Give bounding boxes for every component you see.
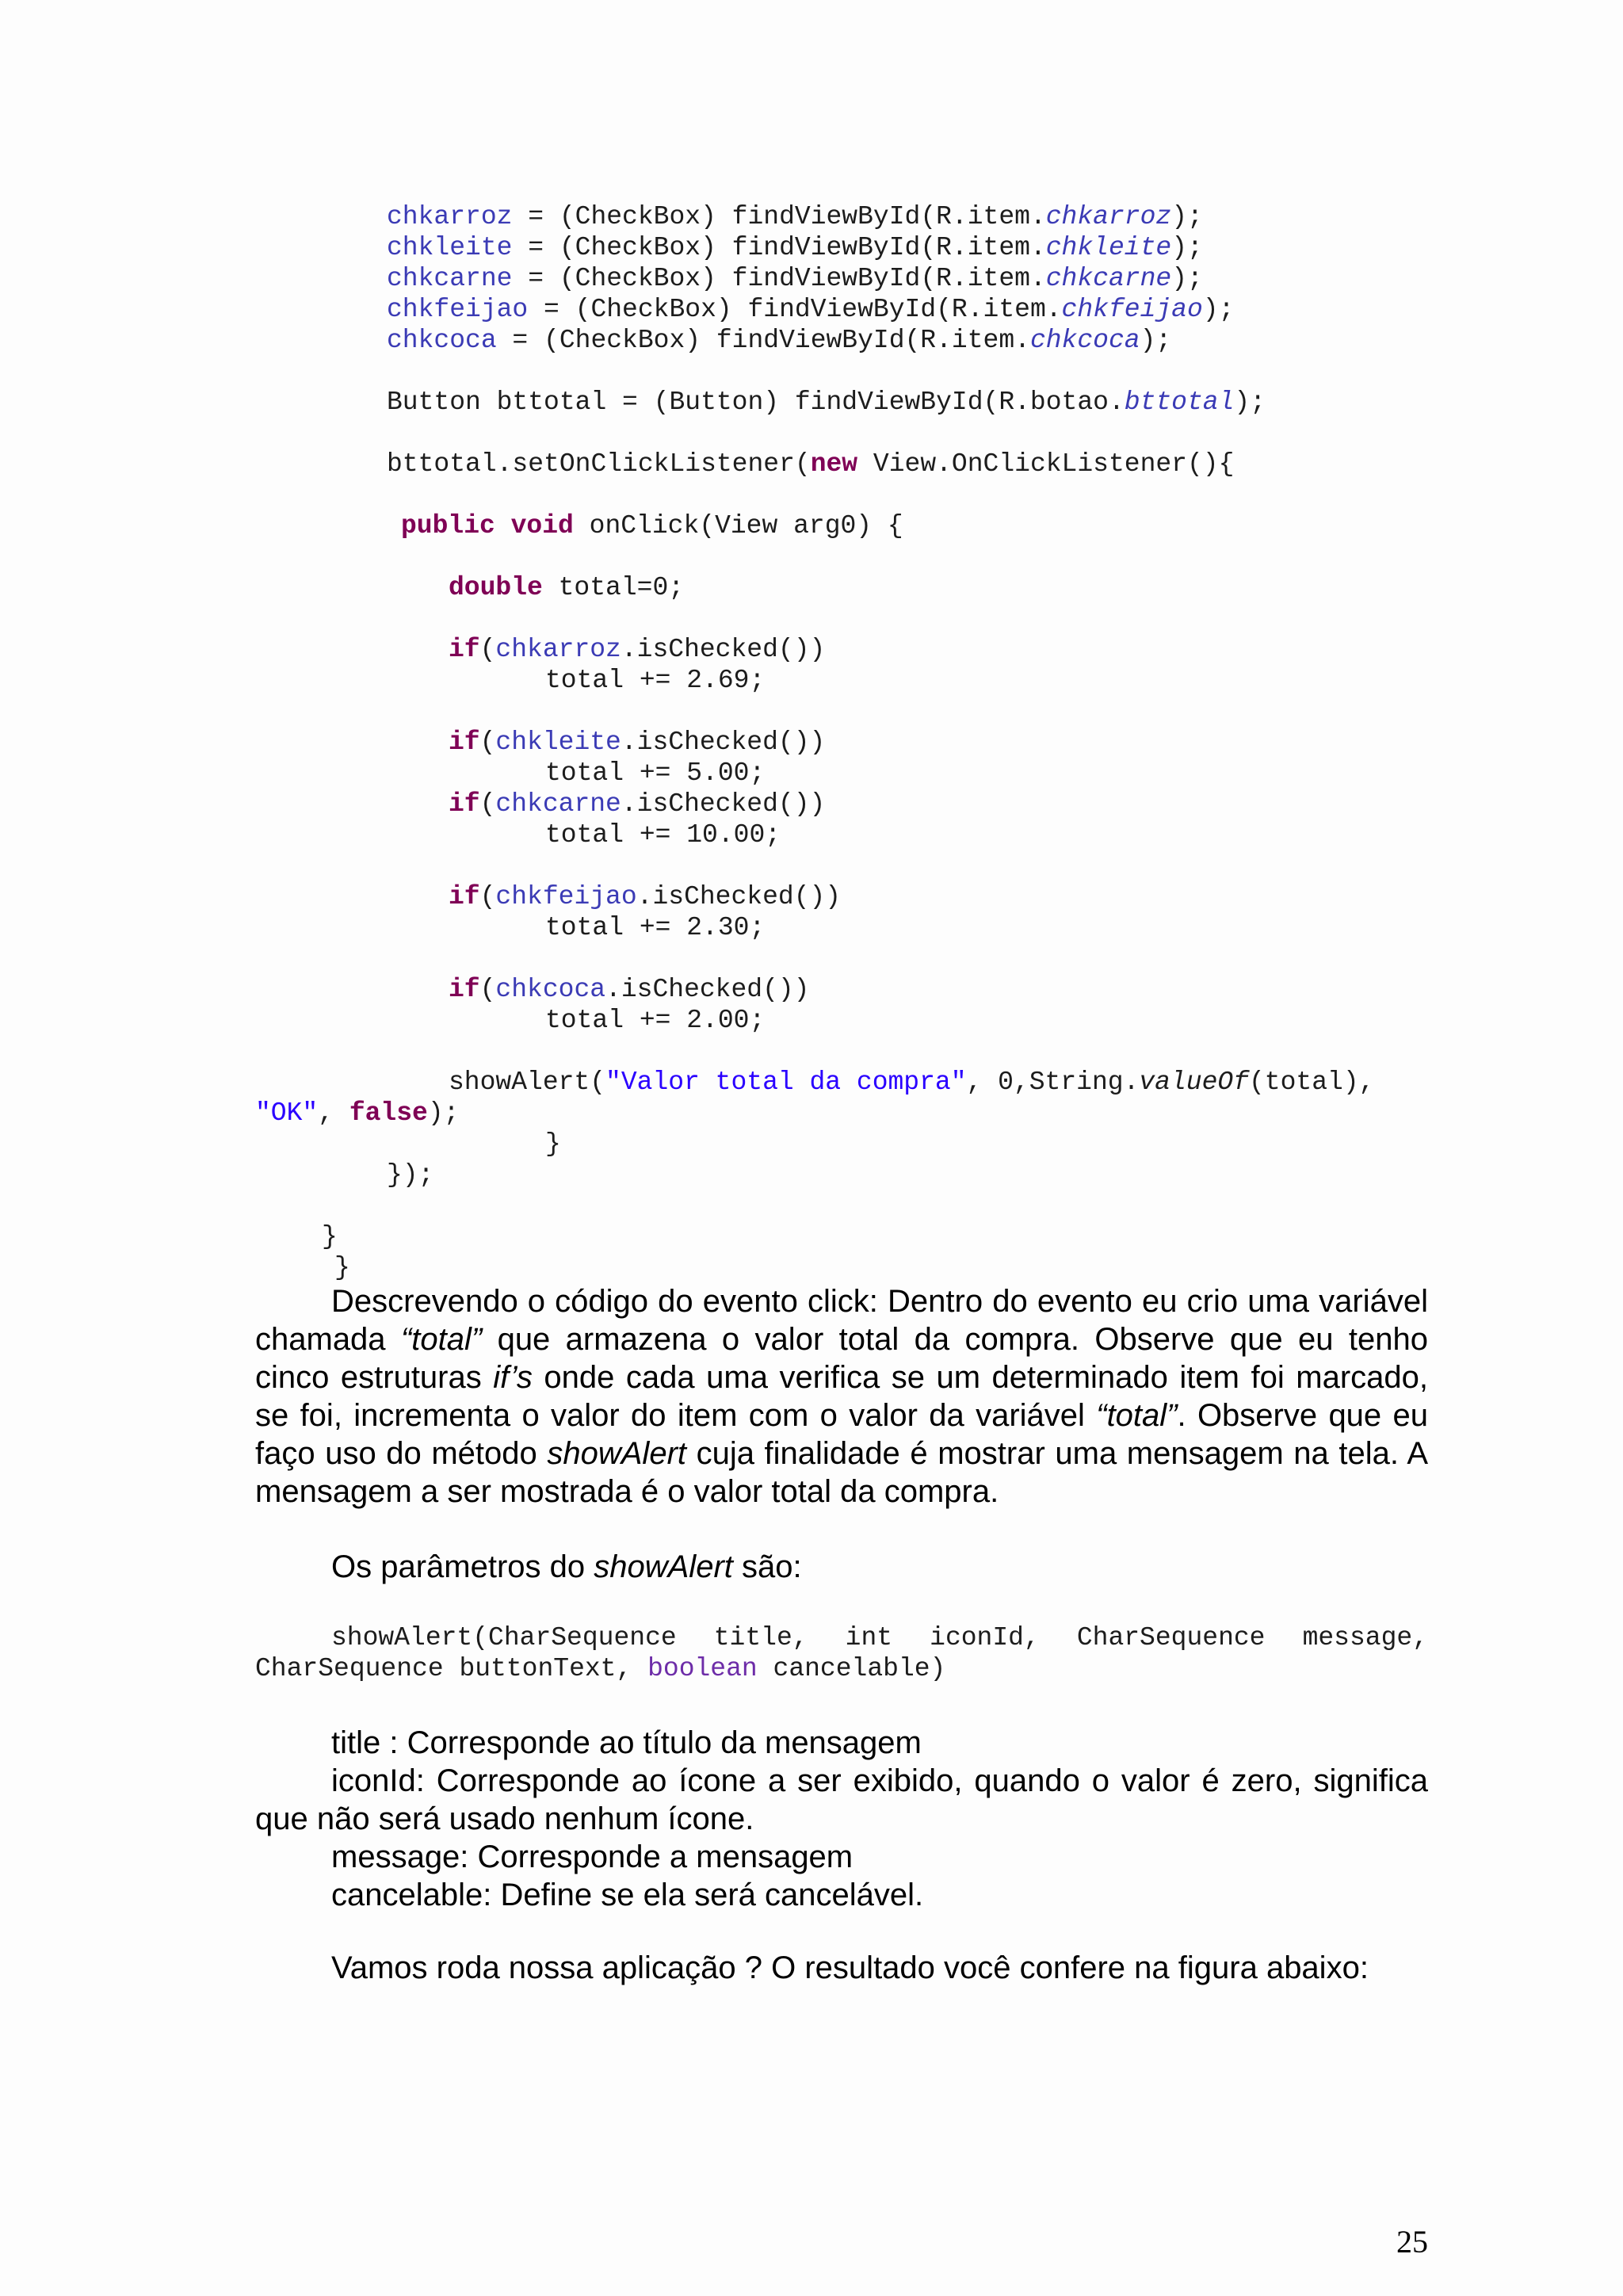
code-keyword: double (449, 573, 543, 602)
code-blank-line (255, 1190, 1428, 1221)
code-line (255, 325, 1428, 356)
code-line (255, 1005, 1428, 1036)
code-line (255, 1098, 1428, 1129)
code-token: } (334, 1253, 350, 1282)
code-token: ); (1171, 233, 1203, 262)
code-token: chkarroz (495, 635, 621, 664)
code-string: "Valor total da compra" (605, 1068, 967, 1097)
code-blank-line (255, 418, 1428, 449)
code-line (255, 819, 1428, 850)
code-line (255, 510, 1428, 541)
code-line (255, 789, 1428, 819)
code-token: chkleite (495, 728, 621, 757)
code-keyword: if (449, 635, 480, 664)
code-token: ( (479, 882, 496, 911)
code-token: chkarroz (387, 202, 513, 231)
code-keyword: if (449, 975, 480, 1004)
closing-paragraph (255, 1949, 1428, 1987)
code-token: chkarroz (1045, 202, 1172, 231)
signature-text (255, 1622, 1428, 1684)
definition-message: message: Corresponde a mensagem (331, 1839, 854, 1874)
code-line (255, 634, 1428, 665)
text-run: são: (732, 1549, 802, 1584)
code-token: ); (1234, 388, 1266, 417)
code-token: ( (479, 635, 496, 664)
italic-run: if’s (493, 1360, 533, 1395)
parameter-definitions (255, 1724, 1428, 1914)
parameters-intro (255, 1548, 1428, 1586)
code-blank-line (255, 696, 1428, 727)
code-token: chkcarne (387, 264, 513, 293)
italic-run: showAlert (547, 1436, 686, 1471)
code-line (255, 232, 1428, 263)
paragraph-text (255, 1282, 1428, 1511)
code-token: ); (427, 1098, 460, 1128)
code-token: chkcarne (495, 789, 621, 819)
code-token: ( (479, 975, 496, 1004)
code-token: total=0; (542, 573, 685, 602)
code-token: = (CheckBox) findViewById(R.item. (512, 202, 1046, 231)
code-token: = (CheckBox) findViewById(R.item. (496, 326, 1030, 355)
code-token: total += 2.69; (545, 666, 766, 695)
code-token: ); (1202, 295, 1235, 324)
code-blank-line (255, 356, 1428, 387)
code-blank-line (255, 850, 1428, 881)
code-token: .isChecked()) (636, 882, 842, 911)
code-token: .isChecked()) (621, 635, 826, 664)
code-line (255, 758, 1428, 789)
code-token: , (318, 1098, 349, 1128)
code-token: Button bttotal = (Button) findViewById(R.botao. (387, 388, 1125, 417)
code-line (255, 727, 1428, 758)
text-run: cuja finalidade é mostrar uma mensagem na tela. A mensagem a ser mostrada é o valor total da compra. (255, 1436, 1428, 1509)
code-block (255, 201, 1428, 1283)
code-line (255, 665, 1428, 696)
code-keyword: false (349, 1098, 428, 1128)
code-token: chkcarne (1045, 264, 1172, 293)
definition-cancelable: cancelable: Define se ela será cancelável. (331, 1878, 924, 1912)
code-token: chkleite (1045, 233, 1172, 262)
code-token: ( (479, 789, 496, 819)
code-token: = (CheckBox) findViewById(R.item. (512, 233, 1046, 262)
code-line (255, 1159, 1428, 1190)
text-run: Os parâmetros do (331, 1549, 594, 1584)
code-blank-line (255, 603, 1428, 634)
code-token: chkfeijao (1061, 295, 1203, 324)
code-line (255, 449, 1428, 479)
text-run: Descrevendo o código do evento click: Dentro do evento eu crio uma variável chamada (255, 1284, 1428, 1357)
code-token: .isChecked()) (621, 789, 826, 819)
page-number: 25 (1396, 2224, 1428, 2260)
code-line (255, 974, 1428, 1005)
code-token: ); (1140, 326, 1172, 355)
italic-run: showAlert (594, 1549, 733, 1584)
definition-title: title : Corresponde ao título da mensagem (331, 1725, 922, 1760)
code-token: ); (1171, 202, 1203, 231)
code-keyword: if (449, 728, 480, 757)
code-line (255, 294, 1428, 325)
closing-text: Vamos roda nossa aplicação ? O resultado você confere na figura abaixo: (331, 1950, 1369, 1985)
code-token: .isChecked()) (621, 728, 826, 757)
code-token: bttotal.setOnClickListener( (387, 449, 811, 479)
code-token: ); (1171, 264, 1203, 293)
code-line (255, 881, 1428, 912)
code-keyword: if (449, 789, 480, 819)
code-token: chkfeijao (387, 295, 529, 324)
code-keyword: boolean (647, 1654, 758, 1683)
code-token: .isChecked()) (605, 975, 810, 1004)
code-token: = (CheckBox) findViewById(R.item. (528, 295, 1062, 324)
code-line (255, 263, 1428, 294)
code-token: total += 2.30; (545, 913, 766, 942)
code-token: View.OnClickListener(){ (857, 449, 1235, 479)
code-blank-line (255, 1036, 1428, 1067)
code-token: showAlert(CharSequence title, int iconId, CharSequence message, CharSequence buttonText, (255, 1623, 1428, 1683)
code-token: }); (387, 1160, 434, 1190)
definition-iconid: iconId: Corresponde ao ícone a ser exibido, quando o valor é zero, significa que não será usado nenhum ícone. (255, 1763, 1428, 1836)
code-token: (total), (1249, 1068, 1375, 1097)
italic-run: “total” (1096, 1398, 1178, 1433)
method-signature (255, 1622, 1428, 1684)
code-line (255, 1252, 1428, 1283)
code-token: , 0,String. (966, 1068, 1140, 1097)
code-blank-line (255, 943, 1428, 974)
code-line (255, 1129, 1428, 1159)
code-token: chkfeijao (495, 882, 637, 911)
code-token: = (CheckBox) findViewById(R.item. (512, 264, 1046, 293)
code-token: } (545, 1129, 561, 1159)
text-run: que armazena o valor total da compra. Observe que eu tenho cinco estruturas (255, 1322, 1428, 1395)
italic-run: “total” (400, 1322, 483, 1357)
code-token: cancelable) (757, 1654, 946, 1683)
code-token: total += 10.00; (545, 820, 781, 850)
code-blank-line (255, 541, 1428, 572)
code-line (255, 201, 1428, 232)
code-blank-line (255, 479, 1428, 510)
code-keyword: if (449, 882, 480, 911)
text-run: onde cada uma verifica se um determinado item foi marcado, se foi, incrementa o valor do item com o valor da variável (255, 1360, 1428, 1433)
code-token: onClick(View arg0) { (573, 511, 903, 541)
code-token: chkleite (387, 233, 513, 262)
code-line (255, 1067, 1428, 1098)
code-token: chkcoca (495, 975, 606, 1004)
code-token: showAlert( (449, 1068, 606, 1097)
code-keyword: public void (401, 511, 574, 541)
code-token: ( (479, 728, 496, 757)
code-token: total += 5.00; (545, 758, 766, 788)
code-token: chkcoca (387, 326, 497, 355)
paragraph-text (255, 1548, 1428, 1586)
code-keyword: new (810, 449, 858, 479)
code-line (255, 912, 1428, 943)
code-token: total += 2.00; (545, 1006, 766, 1035)
code-token: chkcoca (1029, 326, 1140, 355)
description-paragraph (255, 1282, 1428, 1511)
text-run: . Observe que eu faço uso do método (255, 1398, 1428, 1471)
code-token: bttotal (1124, 388, 1235, 417)
code-string: "OK" (255, 1098, 319, 1128)
code-token: valueOf (1139, 1068, 1249, 1097)
code-token: } (322, 1222, 338, 1251)
code-line (255, 572, 1428, 603)
code-line (255, 1221, 1428, 1252)
code-line (255, 387, 1428, 418)
